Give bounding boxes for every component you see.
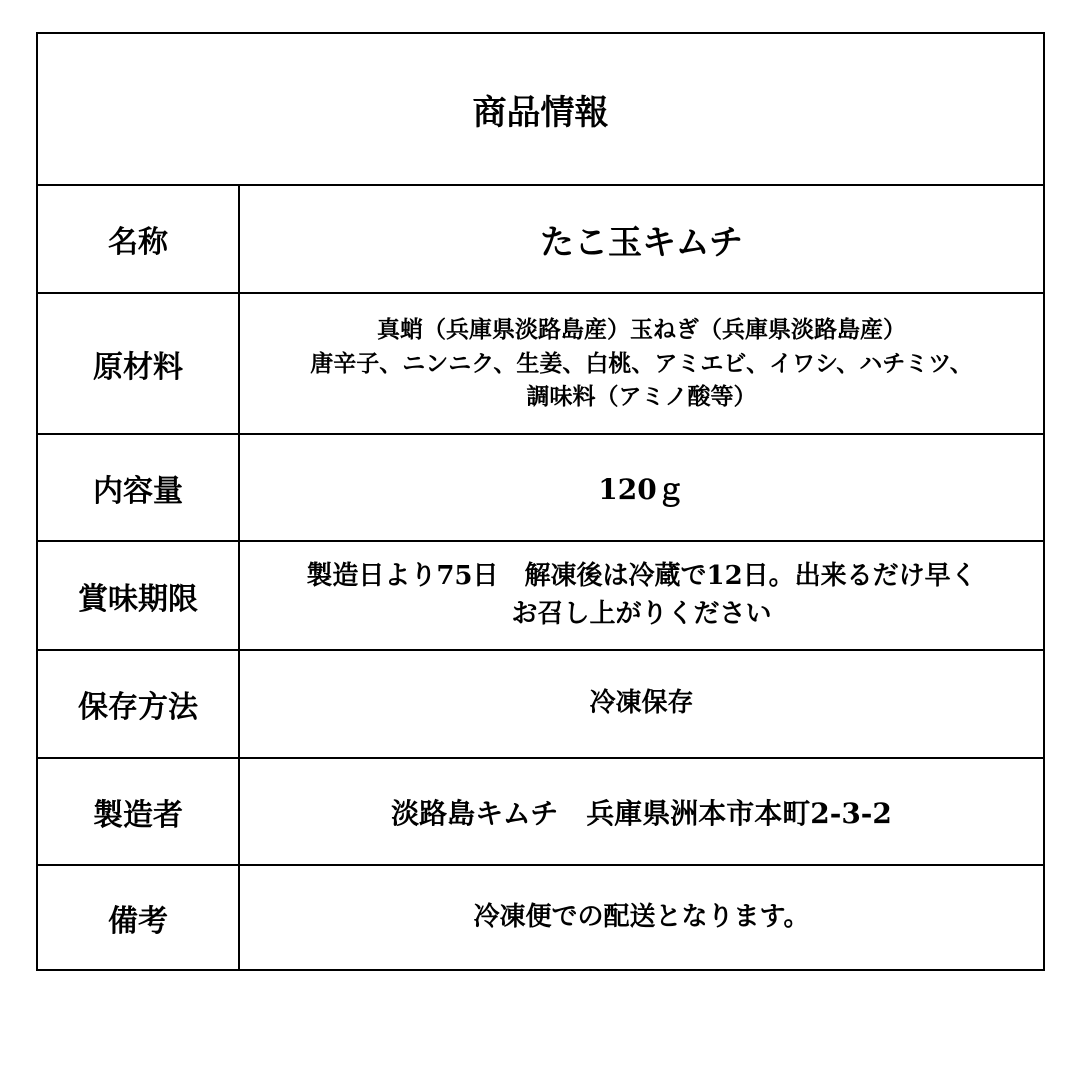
value-manufacturer-line: 淡路島キムチ 兵庫県洲本市本町2-3-2 — [391, 796, 892, 830]
value-storage-line: 冷凍保存 — [589, 688, 694, 719]
value-remarks-line: 冷凍便での配送となります。 — [473, 901, 810, 932]
label-volume: 内容量 — [38, 435, 240, 540]
row-volume — [38, 435, 1043, 542]
value-expiry — [240, 542, 1043, 649]
value-expiry-line-2: お召し上がりください — [511, 598, 772, 629]
value-name-line: たこ玉キムチ — [540, 222, 743, 263]
label-expiry: 賞味期限 — [38, 542, 240, 649]
row-manufacturer — [38, 759, 1043, 866]
label-manufacturer: 製造者 — [38, 759, 240, 864]
value-volume-line: 120ｇ — [598, 472, 685, 506]
value-volume — [240, 435, 1043, 540]
row-ingredients — [38, 294, 1043, 435]
value-name — [240, 186, 1043, 292]
value-ingredients-line-1: 真蛸（兵庫県淡路島産）玉ねぎ（兵庫県淡路島産） — [377, 316, 906, 344]
value-remarks — [240, 866, 1043, 969]
value-ingredients-line-3: 調味料（アミノ酸等） — [526, 383, 757, 411]
row-expiry — [38, 542, 1043, 651]
value-expiry-line-1: 製造日より75日 解凍後は冷蔵で12日。出来るだけ早く — [306, 560, 977, 591]
label-remarks: 備考 — [38, 866, 240, 969]
label-storage: 保存方法 — [38, 651, 240, 757]
label-ingredients: 原材料 — [38, 294, 240, 433]
value-ingredients-line-2: 唐辛子、ニンニク、生姜、白桃、アミエビ、イワシ、ハチミツ、 — [310, 349, 973, 377]
value-storage — [240, 651, 1043, 757]
product-info-table — [36, 32, 1045, 971]
value-ingredients — [240, 294, 1043, 433]
label-name: 名称 — [38, 186, 240, 292]
table-title: 商品情報 — [38, 34, 1043, 186]
row-remarks — [38, 866, 1043, 969]
value-manufacturer — [240, 759, 1043, 864]
row-name — [38, 186, 1043, 294]
row-storage — [38, 651, 1043, 759]
